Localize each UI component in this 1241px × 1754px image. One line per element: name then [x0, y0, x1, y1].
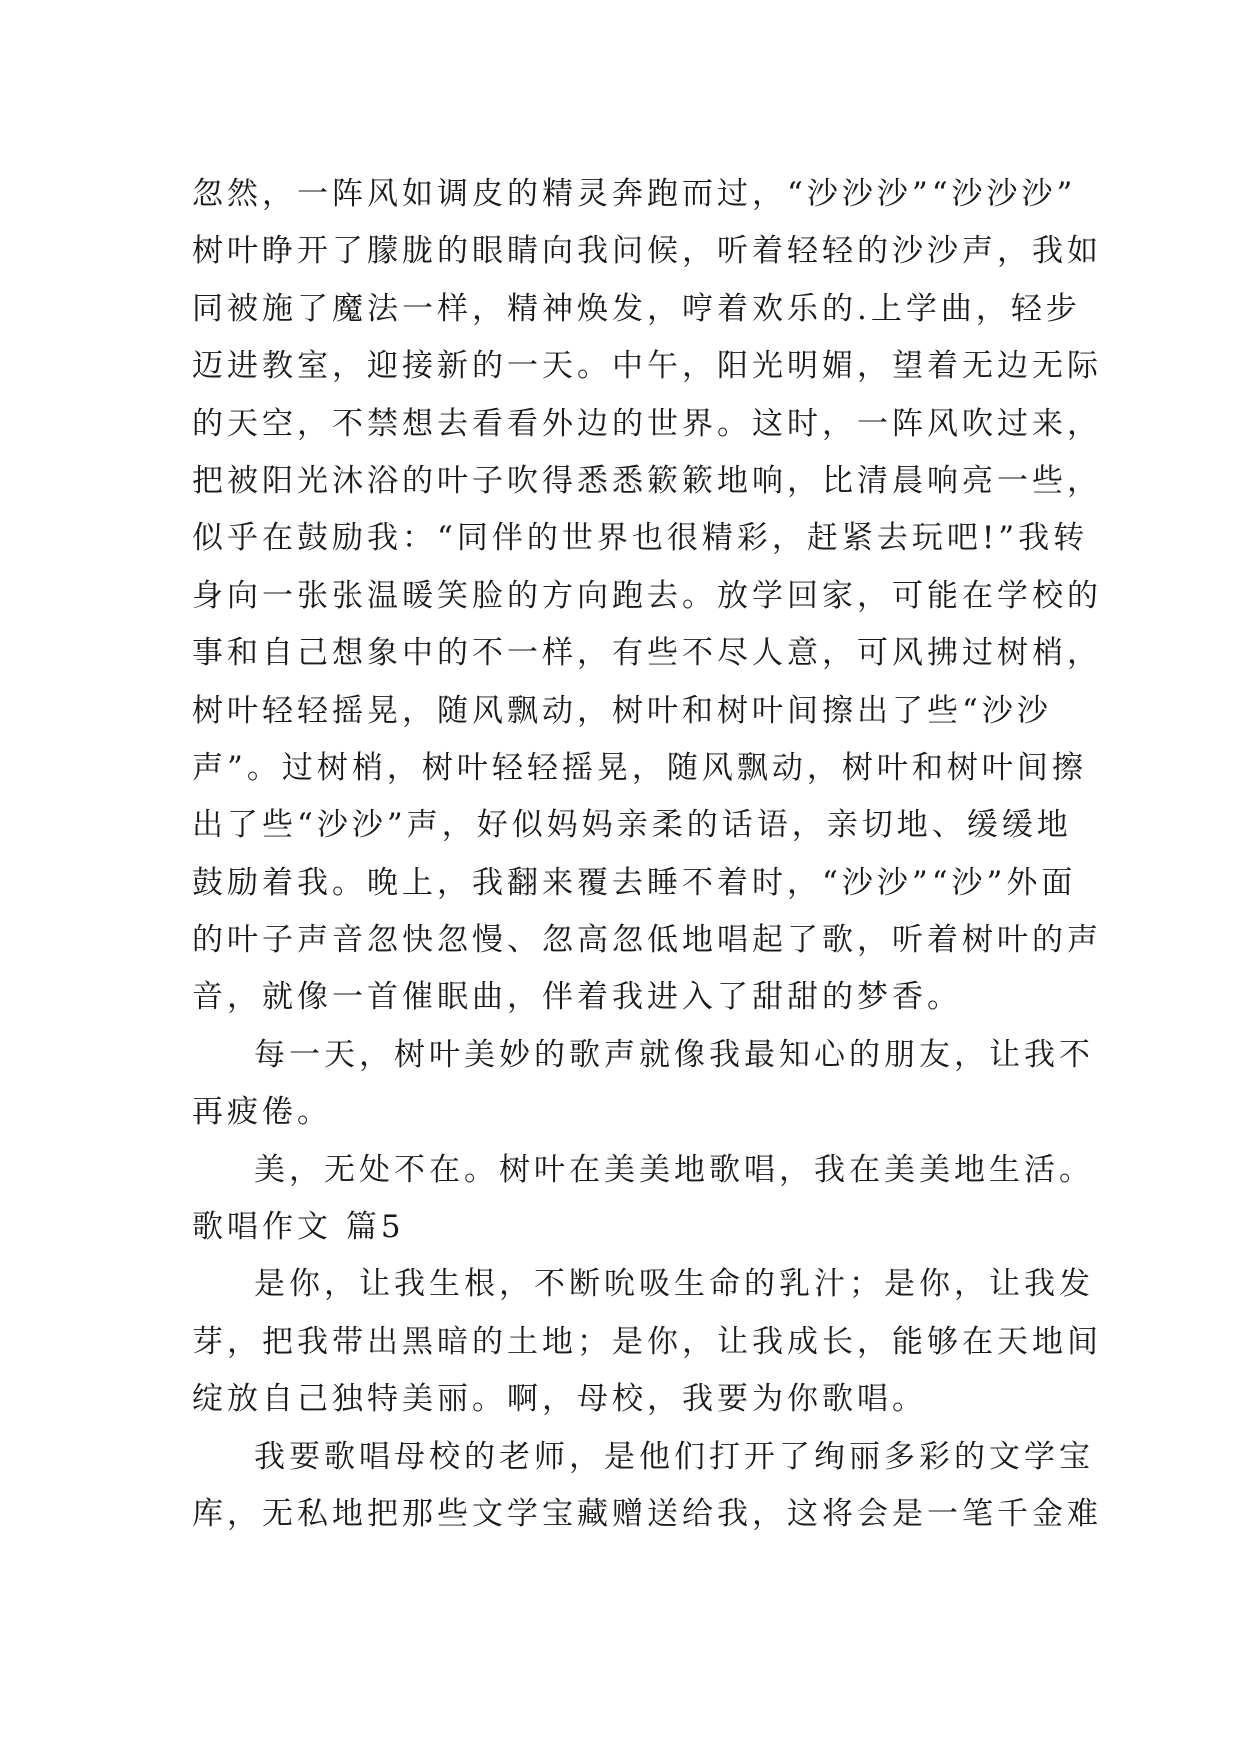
text-line: 迈进教室，迎接新的一天。中午，阳光明媚，望着无边无际 [192, 348, 1102, 385]
text-line: 树叶睁开了朦胧的眼睛向我问候，听着轻轻的沙沙声，我如 [192, 233, 1102, 270]
text-line: 出了些“沙沙”声，好似妈妈亲柔的话语，亲切地、缓缓地 [192, 807, 1072, 844]
text-line: 树叶轻轻摇晃，随风飘动，树叶和树叶间擦出了些“沙沙 [192, 692, 1052, 729]
text-line: 似乎在鼓励我：“同伴的世界也很精彩，赶紧去玩吧!”我转 [192, 520, 1089, 557]
section-heading: 歌唱作文 篇5 [192, 1209, 405, 1246]
text-line: 事和自己想象中的不一样，有些不尽人意，可风拂过树梢， [192, 635, 1102, 672]
text-line: 音，就像一首催眠曲，伴着我进入了甜甜的梦香。 [192, 979, 962, 1016]
text-line: 再疲倦。 [192, 1094, 332, 1131]
text-line: 库，无私地把那些文学宝藏赠送给我，这将会是一笔千金难 [192, 1495, 1102, 1532]
text-line: 的叶子声音忽快忽慢、忽高忽低地唱起了歌，听着树叶的声 [192, 922, 1102, 959]
text-line: 芽，把我带出黑暗的土地；是你，让我成长，能够在天地间 [192, 1323, 1102, 1360]
text-line: 声”。过树梢，树叶轻轻摇晃，随风飘动，树叶和树叶间擦 [192, 749, 1087, 786]
document-body [192, 166, 1102, 1543]
text-line: 的天空，不禁想去看看外边的世界。这时，一阵风吹过来， [192, 405, 1102, 442]
text-line: 身向一张张温暖笑脸的方向跑去。放学回家，可能在学校的 [192, 577, 1102, 614]
text-line: 鼓励着我。晚上，我翻来覆去睡不着时，“沙沙”“沙”外面 [192, 864, 1077, 901]
text-line: 美，无处不在。树叶在美美地歌唱，我在美美地生活。 [254, 1151, 1094, 1188]
text-line: 每一天，树叶美妙的歌声就像我最知心的朋友，让我不 [254, 1036, 1094, 1073]
text-line: 同被施了魔法一样，精神焕发，哼着欢乐的.上学曲，轻步 [192, 290, 1081, 327]
text-line: 我要歌唱母校的老师，是他们打开了绚丽多彩的文学宝 [254, 1438, 1094, 1475]
text-line: 忽然，一阵风如调皮的精灵奔跑而过，“沙沙沙”“沙沙沙” [192, 176, 1077, 212]
text-line: 绽放自己独特美丽。啊，母校，我要为你歌唱。 [192, 1381, 927, 1418]
text-line: 把被阳光沐浴的叶子吹得悉悉簌簌地响，比清晨响亮一些， [192, 462, 1102, 499]
text-line: 是你，让我生根，不断吮吸生命的乳汁；是你，让我发 [254, 1266, 1094, 1303]
